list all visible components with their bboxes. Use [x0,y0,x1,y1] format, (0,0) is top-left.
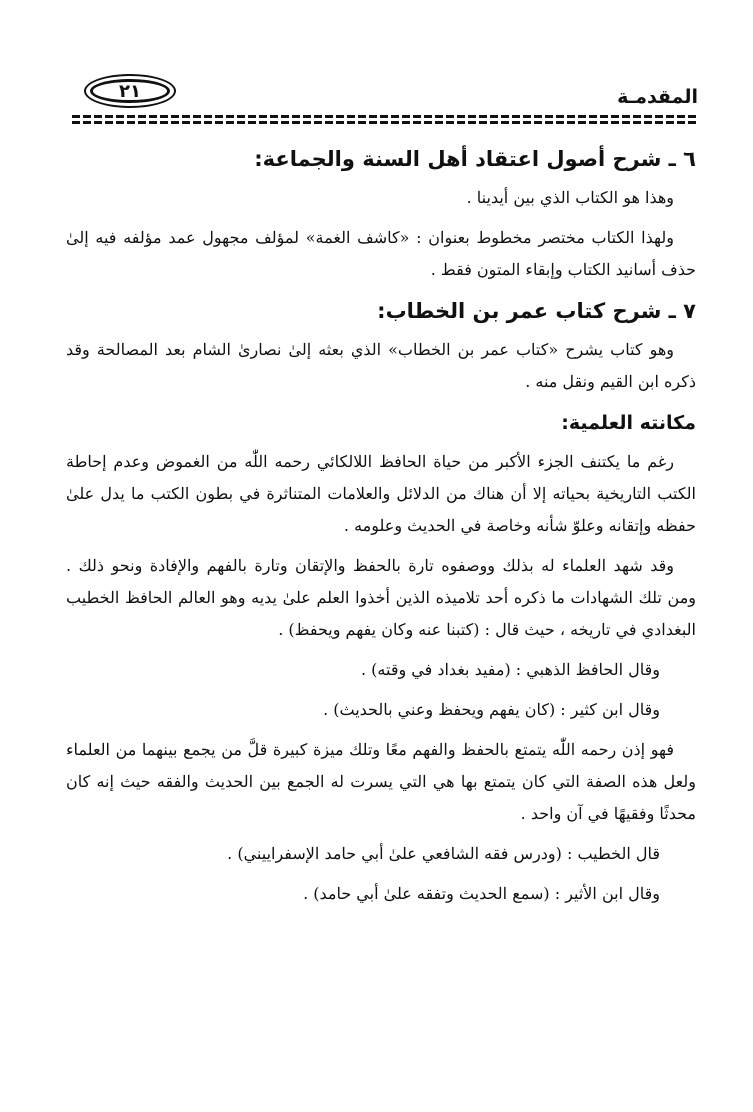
quote-line: وقال ابن الأثير : (سمع الحديث وتفقه علىٰ أبي حامد) . [303,884,660,903]
paragraph: فهو إذن رحمه اللّٰه يتمتع بالحفظ والفهم معًا وتلك ميزة كبيرة قلَّ من يجمع بينهما من العلماء ولعل هذه الصفة التي كان يتمتع بها هي التي يسرت له الجمع بين الحديث والفقه حيث إنه كان محدثًا وفقيهًا في آن واحد . [66,740,696,823]
page-number: ٢١ [90,79,170,103]
quote-line: وقال الحافظ الذهبي : (مفيد بغداد في وقته) . [361,660,660,679]
section-heading-7: ٧ ـ شرح كتاب عمر بن الخطاب: [377,299,696,323]
running-title: المقدمـة [617,86,698,108]
paragraph: رغم ما يكتنف الجزء الأكبر من حياة الحافظ اللالكائي رحمه اللّٰه من الغموض وعدم إحاطة الكتب التاريخية بحياته إلا أن هناك من الدلائل والعلامات المتناثرة في بطون الكتب ما يدل علىٰ حفظه وإتقانه وعلوّ شأنه وخاصة في الحديث وعلومه . [66,452,697,535]
quote-line: وقال ابن كثير : (كان يفهم ويحفظ وعني بالحديث) . [323,700,660,719]
paragraph: ولهذا الكتاب مختصر مخطوط بعنوان : «كاشف الغمة» لمؤلف مجهول عمد مؤلفه فيه إلىٰ حذف أسانيد الكتاب وإبقاء المتون فقط . [66,228,696,279]
page-body [66,142,696,918]
page-number-badge [84,74,176,108]
section-heading-status: مكانته العلمية: [561,412,696,434]
section-heading-6: ٦ ـ شرح أصول اعتقاد أهل السنة والجماعة: [254,147,696,171]
paragraph: وهو كتاب يشرح «كتاب عمر بن الخطاب» الذي بعثه إلىٰ نصارىٰ الشام بعد المصالحة وقد ذكره ابن القيم ونقل منه . [66,340,696,391]
page-header [72,72,698,132]
paragraph: وقد شهد العلماء له بذلك ووصفوه تارة بالحفظ والإتقان وتارة بالفهم والإفادة ونحو ذلك . ومن تلك الشهادات ما ذكره أحد تلاميذه الذين أخذوا العلم علىٰ يديه وهو العالم الحافظ الخطيب البغدادي في تاريخه ، حيث قال : (كتبنا عنه وكان يفهم ويحفظ) . [66,556,696,639]
paragraph: وهذا هو الكتاب الذي بين أيدينا . [466,188,674,207]
quote-line: قال الخطيب : (ودرس فقه الشافعي علىٰ أبي حامد الإسفراييني) . [227,844,660,863]
header-divider [72,115,698,124]
